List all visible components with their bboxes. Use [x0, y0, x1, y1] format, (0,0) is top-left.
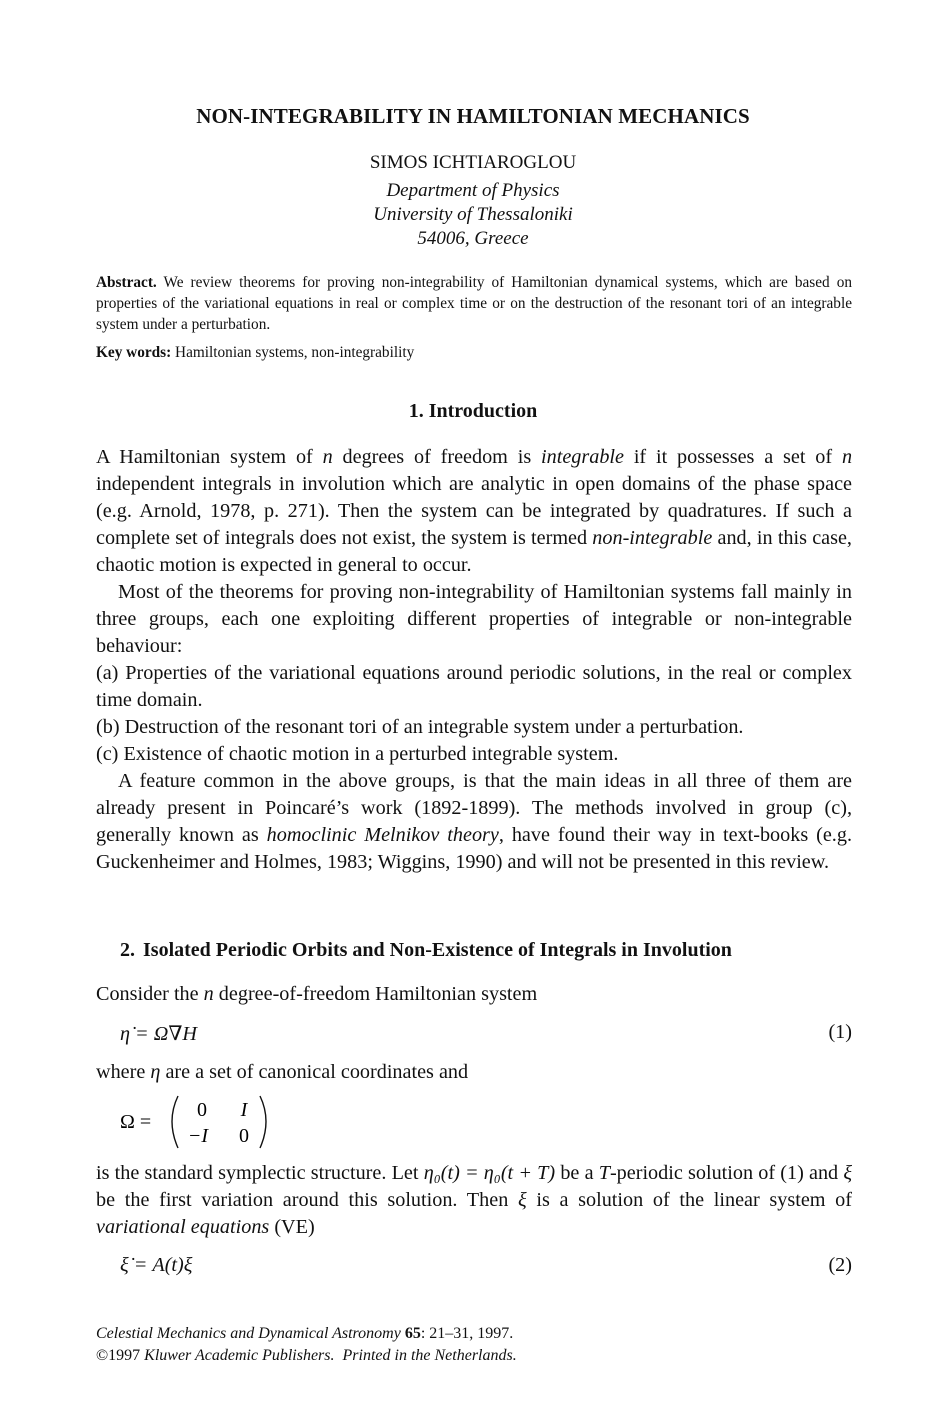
- intro-paragraph-3: [96, 768, 852, 876]
- text-run: and, in this case, chaotic motion is expected in general to occur.: [96, 527, 852, 576]
- consider-line: [96, 983, 852, 1006]
- abstract: [96, 272, 852, 335]
- symplectic-paragraph: [96, 1160, 852, 1241]
- affiliation-department: Department of Physics: [386, 180, 560, 201]
- text-run: A feature common in the above groups, is that the main ideas in all three of them are already present in Poincaré’s work (1892-1899). The methods involved in group (c), generally known as: [96, 770, 852, 846]
- emphasis-non-integrable: non-integrable: [592, 527, 713, 549]
- printed-location: Printed in the Netherlands.: [342, 1347, 517, 1364]
- affiliation-university: University of Thessaloniki: [373, 204, 573, 225]
- footer-copyright: [96, 1347, 517, 1365]
- equation-2-number: (2): [828, 1254, 852, 1276]
- keywords: [96, 344, 852, 362]
- text-run: (VE): [269, 1216, 315, 1238]
- introduction-body: [96, 444, 852, 876]
- intro-paragraph-1: [96, 444, 852, 579]
- text-run: Consider the: [96, 983, 204, 1005]
- section-2-heading: [120, 939, 732, 962]
- matrix-entry: −I: [187, 1125, 209, 1147]
- math-eta0: η₀(t) = η₀(t + T): [423, 1162, 556, 1184]
- publisher: Kluwer Academic Publishers.: [144, 1347, 335, 1364]
- footer-citation: [96, 1325, 513, 1343]
- journal-volume: 65: [404, 1325, 421, 1342]
- text-run: be a: [555, 1162, 599, 1184]
- omega-matrix: [120, 1090, 320, 1154]
- copyright-year: ©1997: [96, 1347, 141, 1364]
- author-name: SIMOS ICHTIAROGLOU: [369, 152, 577, 173]
- omega-lhs: Ω =: [120, 1111, 152, 1133]
- text-run: if it possesses a set of: [624, 446, 842, 468]
- keywords-label: Key words:: [96, 344, 172, 361]
- text-run: degrees of freedom is: [332, 446, 542, 468]
- text-run: be the first variation around this solution. Then: [96, 1189, 518, 1211]
- text-run: A Hamiltonian system of: [96, 446, 323, 468]
- section-1-heading: 1. Introduction: [408, 400, 538, 422]
- text-run: , have found their way in text-books (e.g. Guckenheimer and Holmes, 1983; Wiggins, 1990) and will not be presented in this review.: [96, 824, 852, 873]
- journal-pages: : 21–31, 1997.: [420, 1325, 514, 1342]
- abstract-text: We review theorems for proving non-integrability of Hamiltonian dynamical systems, which are based on properties of the variational equations in real or complex time or on the destruction of the resonant tori of an integrable system under a perturbation.: [96, 274, 852, 333]
- keywords-text: Hamiltonian systems, non-integrability: [175, 344, 415, 361]
- text-run: where: [96, 1061, 151, 1083]
- emphasis-variational: variational equations: [96, 1216, 270, 1238]
- list-item-c: (c) Existence of chaotic motion in a perturbed integrable system.: [96, 743, 619, 765]
- list-item-a: (a) Properties of the variational equations around periodic solutions, in the real or complex time domain.: [96, 662, 852, 711]
- symplectic-text: [96, 1160, 852, 1241]
- math-n: n: [841, 446, 853, 468]
- math-T: T: [598, 1162, 610, 1184]
- affiliation-address: 54006, Greece: [417, 228, 529, 249]
- emphasis-integrable: integrable: [541, 446, 624, 468]
- section-title: Isolated Periodic Orbits and Non-Existence of Integrals in Involution: [143, 939, 732, 961]
- text-run: -periodic solution of (1) and: [609, 1162, 844, 1184]
- text-run: independent integrals in involution which are analytic in open domains of the phase space (e.g. Arnold, 1978, p. 271). Then the system can be integrated by quadratures. If such a complete set of integrals does not exist, the system is termed: [96, 473, 852, 549]
- journal-name: Celestial Mechanics and Dynamical Astronomy: [96, 1325, 401, 1342]
- omega-matrix-equation: [120, 1090, 320, 1160]
- equation-2: [120, 1254, 852, 1277]
- list-item-b: (b) Destruction of the resonant tori of an integrable system under a perturbation.: [96, 716, 744, 738]
- matrix-entry: 0: [239, 1125, 249, 1147]
- paper-title: NON-INTEGRABILITY IN HAMILTONIAN MECHANICS: [196, 104, 750, 128]
- section-number: 2.: [120, 939, 135, 961]
- right-paren: [260, 1096, 266, 1148]
- text-run: are a set of canonical coordinates and: [160, 1061, 469, 1083]
- equation-1: [120, 1021, 852, 1046]
- text-run: degree-of-freedom Hamiltonian system: [213, 983, 538, 1005]
- matrix-entry: I: [240, 1099, 248, 1121]
- intro-paragraph-2: Most of the theorems for proving non-integrability of Hamiltonian systems fall mainly in three groups, each one exploiting different properties of integrable or non-integrable behaviour:: [96, 581, 852, 657]
- emphasis-homoclinic: homoclinic Melnikov theory: [266, 824, 499, 846]
- abstract-label: Abstract.: [96, 274, 157, 291]
- math-n: n: [203, 983, 214, 1005]
- left-paren: [172, 1096, 178, 1148]
- equation-1-number: (1): [828, 1021, 852, 1043]
- math-n: n: [322, 446, 333, 468]
- text-run: is the standard symplectic structure. Let: [96, 1162, 424, 1184]
- math-xi: ξ: [517, 1189, 527, 1211]
- text-run: is a solution of the linear system of: [526, 1189, 852, 1211]
- matrix-entry: 0: [197, 1099, 207, 1121]
- equation-1-body: η̇ = Ω∇H: [120, 1023, 198, 1045]
- where-line: [96, 1061, 852, 1084]
- equation-2-body: ξ̇ = A(t)ξ: [120, 1254, 193, 1276]
- math-xi: ξ: [843, 1162, 852, 1184]
- math-eta: η: [150, 1061, 161, 1083]
